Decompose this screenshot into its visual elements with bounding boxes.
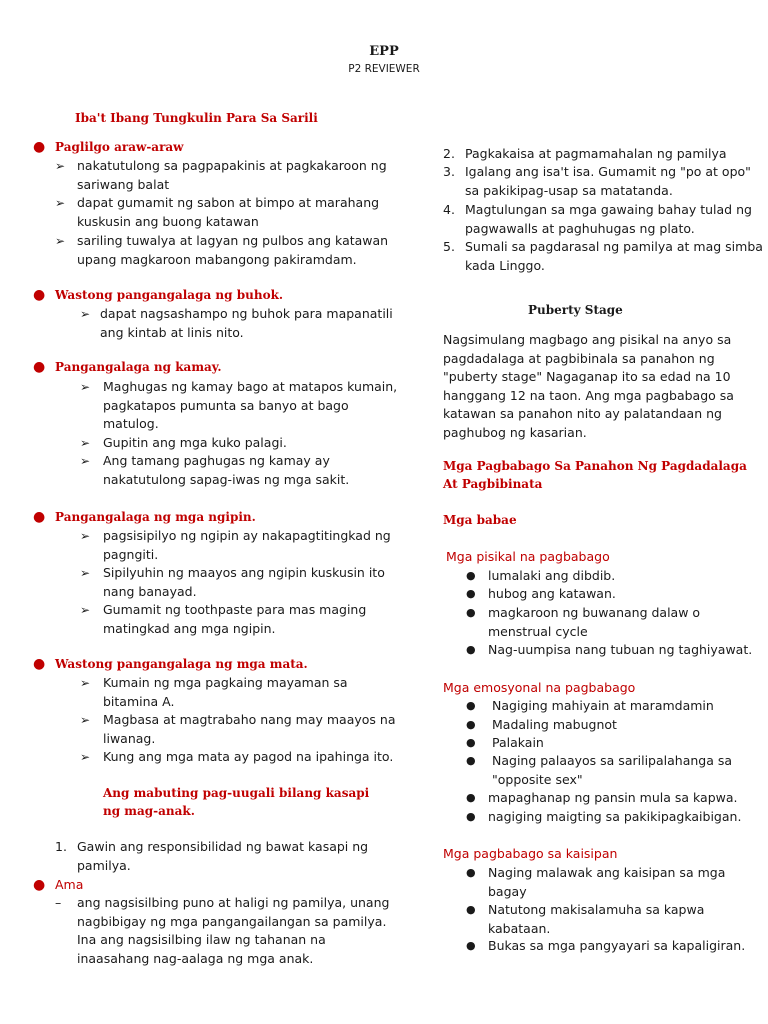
list-item: Gumamit ng toothpaste para mas maging matingkad ang mga ngipin. bbox=[103, 602, 367, 636]
arrow-icon: ➢ bbox=[80, 307, 91, 321]
bullet-icon: ● bbox=[466, 810, 476, 823]
paragraph: ang nagsisilbing puno at haligi ng pamilya, unang nagbibigay ng mga pangangailangan sa pamilya. Ina ang nagsisilbing ilaw ng tahanan na inaasahang nag-aalaga ng mga anak. bbox=[77, 895, 390, 966]
list-number: 4. bbox=[443, 202, 455, 217]
page-subtitle: P2 REVIEWER bbox=[348, 63, 420, 75]
arrow-icon: ➢ bbox=[80, 713, 91, 727]
bullet-icon: ● bbox=[466, 606, 476, 619]
babae-heading: Mga babae bbox=[443, 513, 517, 527]
arrow-icon: ➢ bbox=[80, 380, 91, 394]
subsection-title: Pangangalaga ng mga ngipin. bbox=[55, 510, 256, 524]
bullet-icon: ● bbox=[33, 509, 46, 525]
list-item: Pagkakaisa at pagmamahalan ng pamilya bbox=[465, 146, 727, 161]
bullet-icon: ● bbox=[33, 656, 46, 672]
emosyonal-title: Mga emosyonal na pagbabago bbox=[443, 680, 636, 695]
list-item: Ang tamang paghugas ng kamay ay nakatutulong sapag-iwas ng mga sakit. bbox=[103, 453, 350, 487]
bullet-icon: ● bbox=[466, 569, 476, 582]
paragraph: Nagsimulang magbago ang pisikal na anyo sa pagdadalaga at pagbibinala sa panahon ng "puberty stage" Nagaganap ito sa edad na 10 hanggang 12 na taon. Ang mga pagbabago sa katawan sa panahon nito ay palatandaan ng paghubog ng kasarian. bbox=[443, 332, 734, 440]
list-item: Naging palaayos sa sarilipalahanga sa "opposite sex" bbox=[492, 753, 733, 787]
list-number: 1. bbox=[55, 839, 67, 854]
arrow-icon: ➢ bbox=[80, 750, 91, 764]
list-item: Magtulungan sa mga gawaing bahay tulad ng pagwawalls at paghuhugas ng plato. bbox=[465, 202, 752, 236]
list-item: Nagiging mahiyain at maramdamin bbox=[492, 698, 714, 713]
subsection-title: Wastong pangangalaga ng buhok. bbox=[55, 288, 284, 302]
list-item: Natutong makisalamuha sa kapwa kabataan. bbox=[488, 902, 705, 936]
list-item: sariling tuwalya at lagyan ng pulbos ang katawan upang magkaroon mabangong pakiramdam. bbox=[77, 233, 389, 267]
list-item: Igalang ang isa't isa. Gumamit ng "po at opo" sa pakikipag-usap sa matatanda. bbox=[465, 164, 751, 198]
page-title: EPP bbox=[369, 44, 399, 59]
list-item: Sipilyuhin ng maayos ang ngipin kuskusin ito nang banayad. bbox=[103, 565, 385, 599]
list-item: dapat nagsashampo ng buhok para mapanatili ang kintab at linis nito. bbox=[100, 306, 393, 340]
arrow-icon: ➢ bbox=[80, 436, 91, 450]
list-item: Palakain bbox=[492, 735, 544, 750]
bullet-icon: ● bbox=[466, 791, 476, 804]
bullet-icon: ● bbox=[33, 359, 46, 375]
ama-label: Ama bbox=[55, 877, 84, 892]
arrow-icon: ➢ bbox=[80, 529, 91, 543]
arrow-icon: ➢ bbox=[55, 234, 66, 248]
list-item: Kung ang mga mata ay pagod na ipahinga ito. bbox=[103, 749, 394, 764]
list-item: mapaghanap ng pansin mula sa kapwa. bbox=[488, 790, 738, 805]
list-item: hubog ang katawan. bbox=[488, 586, 616, 601]
arrow-icon: ➢ bbox=[80, 454, 91, 468]
list-item: Madaling mabugnot bbox=[492, 717, 617, 732]
pisikal-title: Mga pisikal na pagbabago bbox=[446, 549, 610, 564]
list-item: Maghugas ng kamay bago at matapos kumain, pagkatapos pumunta sa banyo at bago matulog. bbox=[103, 379, 398, 431]
list-item: Gawin ang responsibilidad ng bawat kasapi ng pamilya. bbox=[77, 839, 369, 873]
bullet-icon: ● bbox=[466, 866, 476, 879]
bullet-icon: ● bbox=[466, 736, 476, 749]
list-item: Naging malawak ang kaisipan sa mga bagay bbox=[488, 865, 726, 899]
bullet-icon: ● bbox=[466, 718, 476, 731]
bullet-icon: ● bbox=[466, 939, 476, 952]
list-item: Kumain ng mga pagkaing mayaman sa bitamina A. bbox=[103, 675, 348, 709]
bullet-icon: ● bbox=[466, 699, 476, 712]
arrow-icon: ➢ bbox=[80, 676, 91, 690]
bullet-icon: ● bbox=[466, 643, 476, 656]
list-item: nagiging maigting sa pakikipagkaibigan. bbox=[488, 809, 742, 824]
list-item: Sumali sa pagdarasal ng pamilya at mag simba kada Linggo. bbox=[465, 239, 763, 273]
list-item: nakatutulong sa pagpapakinis at pagkakaroon ng sariwang balat bbox=[77, 158, 387, 192]
list-item: magkaroon ng buwanang dalaw o menstrual cycle bbox=[488, 605, 701, 639]
bullet-icon: ● bbox=[466, 754, 476, 767]
puberty-title: Puberty Stage bbox=[528, 303, 623, 317]
list-number: 3. bbox=[443, 164, 455, 179]
bullet-icon: ● bbox=[466, 903, 476, 916]
bullet-icon: ● bbox=[466, 587, 476, 600]
arrow-icon: ➢ bbox=[80, 566, 91, 580]
list-item: pagsisipilyo ng ngipin ay nakapagtitingkad ng pagngiti. bbox=[103, 528, 391, 562]
section-heading: Iba't Ibang Tungkulin Para Sa Sarili bbox=[75, 111, 318, 125]
list-item: Bukas sa mga pangyayari sa kapaligiran. bbox=[488, 938, 746, 953]
list-item: dapat gumamit ng sabon at bimpo at marahang kuskusin ang buong katawan bbox=[77, 195, 380, 229]
kaisipan-title: Mga pagbabago sa kaisipan bbox=[443, 846, 618, 861]
subsection-title: Wastong pangangalaga ng mga mata. bbox=[55, 657, 308, 671]
changes-heading: Mga Pagbabago Sa Panahon Ng Pagdadalaga At Pagbibinata bbox=[443, 459, 747, 491]
dash-icon: – bbox=[55, 895, 62, 910]
arrow-icon: ➢ bbox=[80, 603, 91, 617]
bullet-icon: ● bbox=[33, 139, 46, 155]
list-item: Nag-uumpisa nang tubuan ng taghiyawat. bbox=[488, 642, 753, 657]
subsection-title: Paglilgo araw-araw bbox=[55, 140, 184, 154]
arrow-icon: ➢ bbox=[55, 159, 66, 173]
list-item: Magbasa at magtrabaho nang may maayos na liwanag. bbox=[103, 712, 396, 746]
bullet-icon: ● bbox=[33, 877, 46, 893]
list-item: lumalaki ang dibdib. bbox=[488, 568, 616, 583]
bullet-icon: ● bbox=[33, 287, 46, 303]
list-number: 5. bbox=[443, 239, 455, 254]
subsection-title: Pangangalaga ng kamay. bbox=[55, 360, 222, 374]
list-item: Gupitin ang mga kuko palagi. bbox=[103, 435, 287, 450]
arrow-icon: ➢ bbox=[55, 196, 66, 210]
subheading: Ang mabuting pag-uugali bilang kasapi ng mag-anak. bbox=[103, 786, 370, 818]
list-number: 2. bbox=[443, 146, 455, 161]
